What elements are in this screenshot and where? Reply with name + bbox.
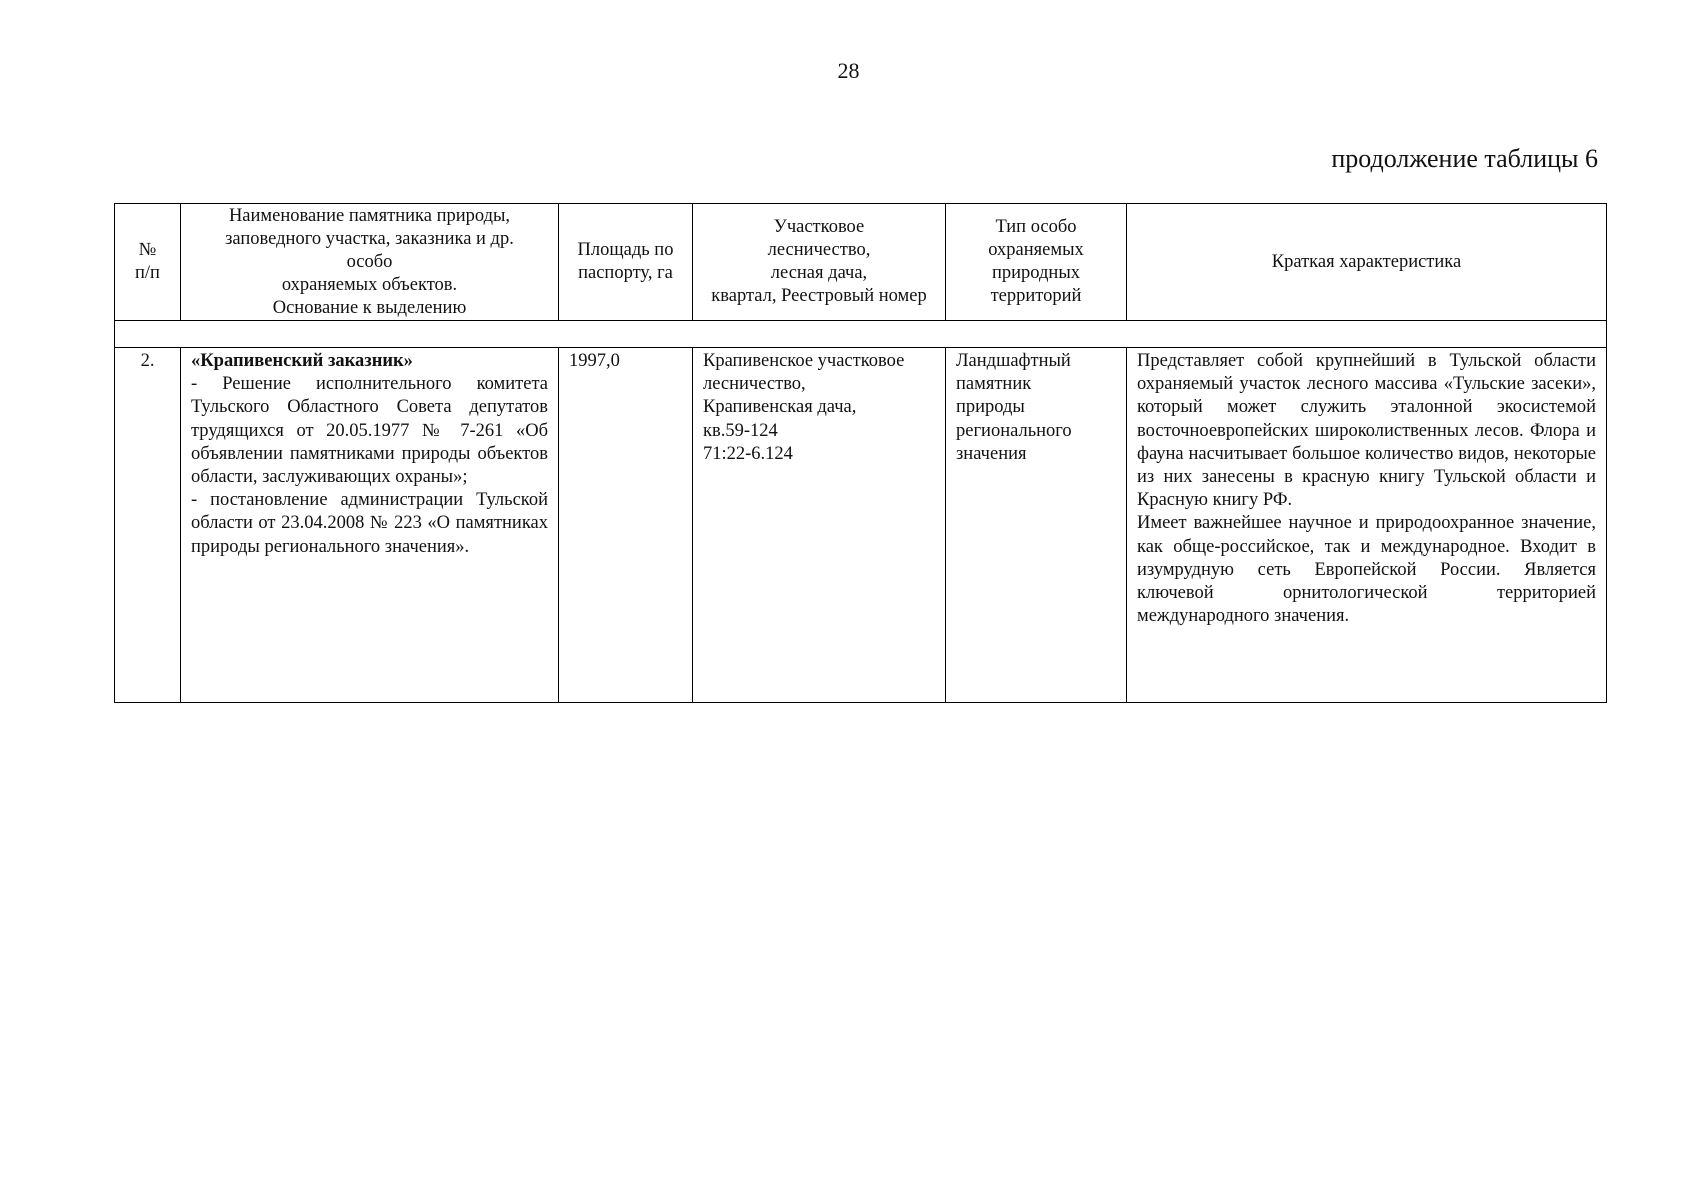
header-forestry-line: лесничество, <box>767 240 871 260</box>
row-num-cell <box>115 348 181 703</box>
table-header-row <box>115 204 1607 321</box>
header-forestry-line: Участковое <box>773 217 865 237</box>
forestry-line: 71:22-6.124 <box>703 443 793 464</box>
row-num: 2. <box>140 351 155 371</box>
header-area-line: паспорту, га <box>578 263 673 283</box>
header-type-line: территорий <box>990 286 1082 306</box>
forestry-line: Крапивенское участковое <box>703 351 905 371</box>
reserve-basis-decision: - Решение исполнительного комитета Тульского Областного Совета депутатов трудящихся от 20.05.1977 № 7-261 «Об объявлении памятниками природы объектов области, заслуживающих охраны»; <box>191 374 548 488</box>
table-row <box>115 348 1607 703</box>
header-forestry <box>693 204 946 321</box>
header-forestry-line: квартал, Реестровый номер <box>711 286 927 306</box>
table-spacer-row <box>115 321 1607 348</box>
header-type-line: охраняемых <box>988 240 1084 260</box>
row-description-content <box>1127 348 1606 628</box>
type-line: регионального <box>956 420 1072 441</box>
header-description-line: Краткая характеристика <box>1271 251 1462 272</box>
row-type-cell <box>946 348 1127 703</box>
row-area: 1997,0 <box>569 351 620 371</box>
description-paragraph: Представляет собой крупнейший в Тульской области охраняемый участок лесного массива «Тульские засеки», который может служить эталонной экосистемой восточноевропейских широколиственных лесов. Флора и фауна насчитывает большое количество видов, некоторые из них занесены в красную книгу Тульской области и Красную книгу РФ. <box>1137 351 1596 511</box>
header-num-line: № <box>138 240 157 260</box>
header-type <box>946 204 1127 321</box>
header-name-line: Наименование памятника природы, <box>228 205 511 226</box>
page-number: 28 <box>837 58 860 83</box>
protected-areas-table <box>114 203 1607 703</box>
forestry-line: кв.59-124 <box>703 420 778 441</box>
header-type-line: Тип особо <box>995 217 1077 237</box>
forestry-line: Крапивенская дача, <box>703 397 857 418</box>
type-line: памятник <box>956 374 1032 395</box>
spacer-cell <box>115 321 1607 348</box>
row-type-content <box>946 348 1126 466</box>
row-area-cell <box>559 348 693 703</box>
row-name-cell <box>181 348 559 703</box>
type-line: Ландшафтный <box>956 351 1071 371</box>
row-forestry-content <box>693 348 945 466</box>
header-num <box>115 204 181 321</box>
header-forestry-line: лесная дача, <box>770 263 868 283</box>
header-name-line: заповедного участка, заказника и др. <box>225 228 514 249</box>
row-forestry-cell <box>693 348 946 703</box>
type-line: значения <box>956 443 1027 464</box>
header-area <box>559 204 693 321</box>
header-name <box>181 204 559 321</box>
header-type-line: природных <box>991 263 1080 283</box>
forestry-line: лесничество, <box>703 374 806 395</box>
header-area-line: Площадь по <box>577 240 674 260</box>
reserve-basis-resolution: - постановление администрации Тульской области от 23.04.2008 № 223 «О памятниках природы регионального значения». <box>191 490 548 557</box>
reserve-title: «Крапивенский заказник» <box>191 351 413 371</box>
header-name-line: охраняемых объектов. <box>281 274 458 295</box>
header-name-line: особо <box>346 251 393 272</box>
header-num-line: п/п <box>135 263 160 283</box>
type-line: природы <box>956 397 1025 418</box>
row-name-content <box>181 348 558 559</box>
continuation-title: продолжение таблицы 6 <box>1331 144 1598 173</box>
row-description-cell <box>1127 348 1607 703</box>
description-paragraph: Имеет важнейшее научное и природоохранное значение, как обще-российское, так и международное. Входит в изумрудную сеть Европейской России. Является ключевой орнитологической территорией международного значения. <box>1137 513 1596 627</box>
header-description <box>1127 204 1607 321</box>
header-name-line: Основание к выделению <box>272 297 467 318</box>
